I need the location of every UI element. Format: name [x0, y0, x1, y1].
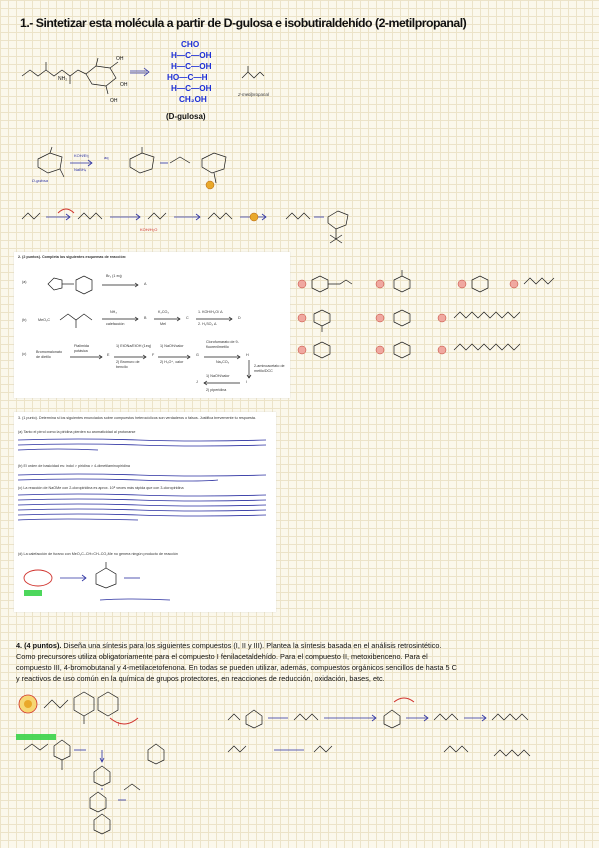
fischer-row: H—C—OH — [171, 51, 212, 60]
q2-c-product2: F — [152, 353, 155, 357]
q2-a-reagent: Br₂ (1 eq) — [106, 274, 122, 278]
q2-b-label: (b) — [22, 318, 27, 322]
q2-c-reagent2b: 2) Bromuro de bencilo — [116, 360, 140, 369]
q4-body: Diseña una síntesis para los siguientes compuestos (I, II y III). Plantea la síntesis basada en el análisis retrosintético. Como precursores utiliza obligatoriamente para el compuesto I fenilacetaldehído. Para el compuesto II, metoxibenceno. Para el compuesto III, 4-bromobutanal y 4-metilacetofenona. En todas se pueden utilizar, además, compuestos orgánicos sencillos de hasta 5 C y reactivos de uso común en la química de grupos protectores, en reacciones de reducción, oxidación, bases, etc. — [16, 641, 457, 683]
q3-statement-b: (b) El orden de basicidad es: indol > piridina > 4-dimetilaminopiridina — [18, 464, 130, 468]
q2-c-product1: E — [107, 353, 110, 357]
q4-bold: 4. (4 puntos). — [16, 641, 62, 650]
q2-a-product: A — [144, 282, 147, 286]
oh-label-2: OH — [110, 98, 118, 104]
q2-c-reagent4b: Na₂CO₃ — [216, 360, 230, 364]
q2-b-arrow3 — [196, 316, 236, 322]
q4-handwritten-work — [14, 690, 594, 840]
q3-statement-d: (d) La calefacción de furano con MeO₂C–CH=CH–CO₂Me no genera ningún producto de reacción — [18, 552, 178, 556]
q2-c-reagent6: 1) NaOH/calor — [206, 374, 230, 378]
q2-b-reagent3: 1. KOH/H₂O/ Δ — [198, 310, 223, 314]
q2-heading: 2. (2 puntos). Completa los siguientes esquemas de reacción: — [18, 255, 127, 259]
svg-text:NaBH₄: NaBH₄ — [74, 167, 87, 172]
q3-heading: 3. (1 punto). Determina si los siguientes enunciados sobre compuestos heterocíclicos son verdaderos o falsos. Justifica brevemente tu respuesta. — [18, 416, 256, 420]
q2-c-product4: H — [246, 353, 249, 357]
q3-answer-b-scribble — [18, 472, 268, 484]
q2-c-arrow1 — [70, 354, 106, 360]
q2-b-product3: D — [238, 316, 241, 320]
q2-b-reagent2: K₂CO₃ — [158, 310, 169, 314]
q2-c-start: Bromomalonato de dietilo — [36, 350, 63, 359]
q3-statement-a: (a) Tanto el pirrol como la piridina pierden su aromaticidad al protonarse — [18, 430, 136, 434]
q2-c-reagent1: Ftalimida potásica — [74, 344, 89, 353]
q2-c-arrow4 — [204, 354, 244, 360]
svg-text:KOH/H₂O: KOH/H₂O — [140, 227, 158, 232]
q3-answer-c-scribble — [18, 492, 268, 522]
q2-b-product2: C — [186, 316, 189, 320]
dgulosa-handwritten: D-gulosa — [32, 178, 49, 183]
page-title: 1.- Sintetizar esta molécula a partir de D-gulosa e isobutiraldehído (2-metilpropanal) — [20, 16, 467, 30]
q2-c-reagent6b: 2) piperidina — [206, 388, 227, 392]
fischer-caption: (D-gulosa) — [166, 112, 206, 121]
q4-text — [16, 640, 460, 684]
q2-c-arrow3 — [158, 354, 194, 360]
q2-b-arrow2 — [154, 316, 184, 322]
oh-label-1: OH — [116, 56, 124, 62]
fischer-row: CHO — [181, 40, 200, 49]
q2-c-reagent3b: 2) H₃O⁺, calor — [160, 360, 184, 364]
q2-c-arrow6 — [204, 380, 244, 386]
fischer-row: H—C—OH — [171, 84, 212, 93]
handwritten-ring-sketches — [30, 145, 230, 190]
q2-handwritten-answers — [294, 270, 584, 370]
isobutyraldehyde-label: 2-metilpropanal — [238, 92, 270, 97]
q2-b-reagent1b: calefacción — [106, 322, 125, 326]
q2-c-product6: J — [196, 380, 198, 384]
q2-b-reagent3b: 2. H₂SO₄ Δ — [198, 322, 217, 326]
q2-b-structure — [58, 306, 98, 332]
q2-c-reagent2: 1) EtONa/EtOH (1eq) — [116, 344, 152, 348]
q2-b-reagent1: NH₃ — [110, 310, 117, 314]
q2-c-label: (c) — [22, 352, 27, 356]
svg-text:I: I — [118, 722, 120, 728]
fischer-projection — [167, 40, 223, 106]
q2-c-arrow2 — [114, 354, 150, 360]
q3-sheet — [14, 412, 276, 612]
retro-arrow — [128, 66, 152, 76]
q3-statement-c: (c) La reacción de NaOMe con 2-cloropiridina es aprox. 10⁸ veces más rápida que con 3-cloropiridina — [18, 486, 184, 490]
fischer-row: H—C—OH — [171, 62, 212, 71]
q2-sheet — [14, 252, 290, 398]
q3-answer-a-scribble — [18, 436, 268, 452]
svg-text:aq: aq — [104, 155, 109, 160]
q2-c-reagent5: 2-aminoacetato de metilo/DCC — [254, 364, 285, 373]
q2-c-arrow5 — [246, 360, 252, 380]
q2-b-start: MeO₂C — [38, 318, 51, 322]
q3-answer-d-drawing — [20, 562, 200, 606]
fischer-row: CH₂OH — [179, 95, 207, 104]
q2-b-reagent2b: MeI — [160, 322, 167, 326]
fischer-row: HO—C—H — [167, 73, 208, 82]
q2-c-product3: G — [196, 353, 199, 357]
q2-b-product1: B — [144, 316, 147, 320]
q2-a-arrow — [102, 282, 142, 288]
isobutyraldehyde-drawing — [238, 64, 298, 104]
svg-text:KOH/Et₂: KOH/Et₂ — [74, 153, 90, 158]
q2-c-product5: I — [246, 380, 248, 384]
q2-b-arrow1 — [102, 316, 142, 322]
q2-c-reagent3: 1) NaOH/calor — [160, 344, 184, 348]
nh2-label: NH₂ — [58, 76, 68, 82]
q2-a-label: (a) — [22, 280, 27, 284]
target-molecule-drawing — [18, 46, 128, 106]
oh-label-3: OH — [120, 82, 128, 88]
q2-c-reagent4: Clorofumarato de 9-fluorenilmetilo — [206, 340, 239, 349]
handwritten-scheme-row — [18, 205, 378, 245]
